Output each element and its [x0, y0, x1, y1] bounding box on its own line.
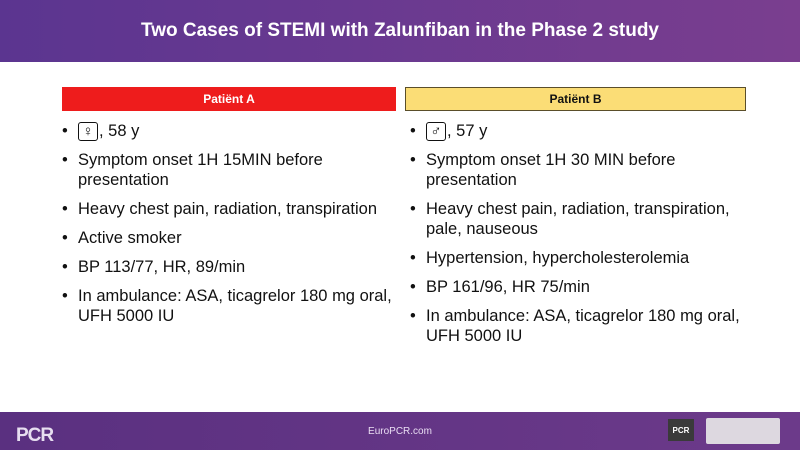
slide-title: Two Cases of STEMI with Zalunfiban in the Phase 2 study: [141, 20, 659, 41]
patient-a-age: , 58 y: [99, 122, 140, 140]
pcr-logo: PCR: [668, 419, 694, 441]
patient-b-label: Patiënt B: [549, 92, 602, 106]
male-icon: ♂: [426, 122, 446, 141]
list-item: • In ambulance: ASA, ticagrelor 180 mg oral, UFH 5000 IU: [62, 287, 392, 326]
list-item: • ♂ , 57 y: [410, 122, 488, 141]
list-item: • BP 161/96, HR 75/min: [410, 278, 590, 297]
patient-a-label: Patiënt A: [203, 92, 255, 106]
patient-a-list: [62, 121, 392, 335]
footer-url: EuroPCR.com: [368, 425, 432, 437]
patient-b-list: [410, 121, 750, 355]
list-item: • Heavy chest pain, radiation, transpiration: [62, 200, 377, 219]
list-item: • ♀ , 58 y: [62, 122, 140, 141]
list-item: • In ambulance: ASA, ticagrelor 180 mg oral, UFH 5000 IU: [410, 307, 740, 346]
patient-b-header: [405, 87, 746, 111]
partner-logo: [706, 418, 780, 444]
slide-header: [0, 0, 800, 62]
list-item: • Symptom onset 1H 30 MIN before presentation: [410, 151, 676, 190]
female-icon: ♀: [78, 122, 98, 141]
list-item: • Symptom onset 1H 15MIN before presentation: [62, 151, 323, 190]
list-item: • Active smoker: [62, 229, 182, 248]
list-item: • BP 113/77, HR, 89/min: [62, 258, 246, 277]
europcr-logo: PCR: [16, 425, 54, 446]
list-item: • Hypertension, hypercholesterolemia: [410, 249, 690, 268]
list-item: • Heavy chest pain, radiation, transpiration, pale, nauseous: [410, 200, 730, 239]
patient-b-age: , 57 y: [447, 122, 488, 140]
patient-a-header: [62, 87, 396, 111]
